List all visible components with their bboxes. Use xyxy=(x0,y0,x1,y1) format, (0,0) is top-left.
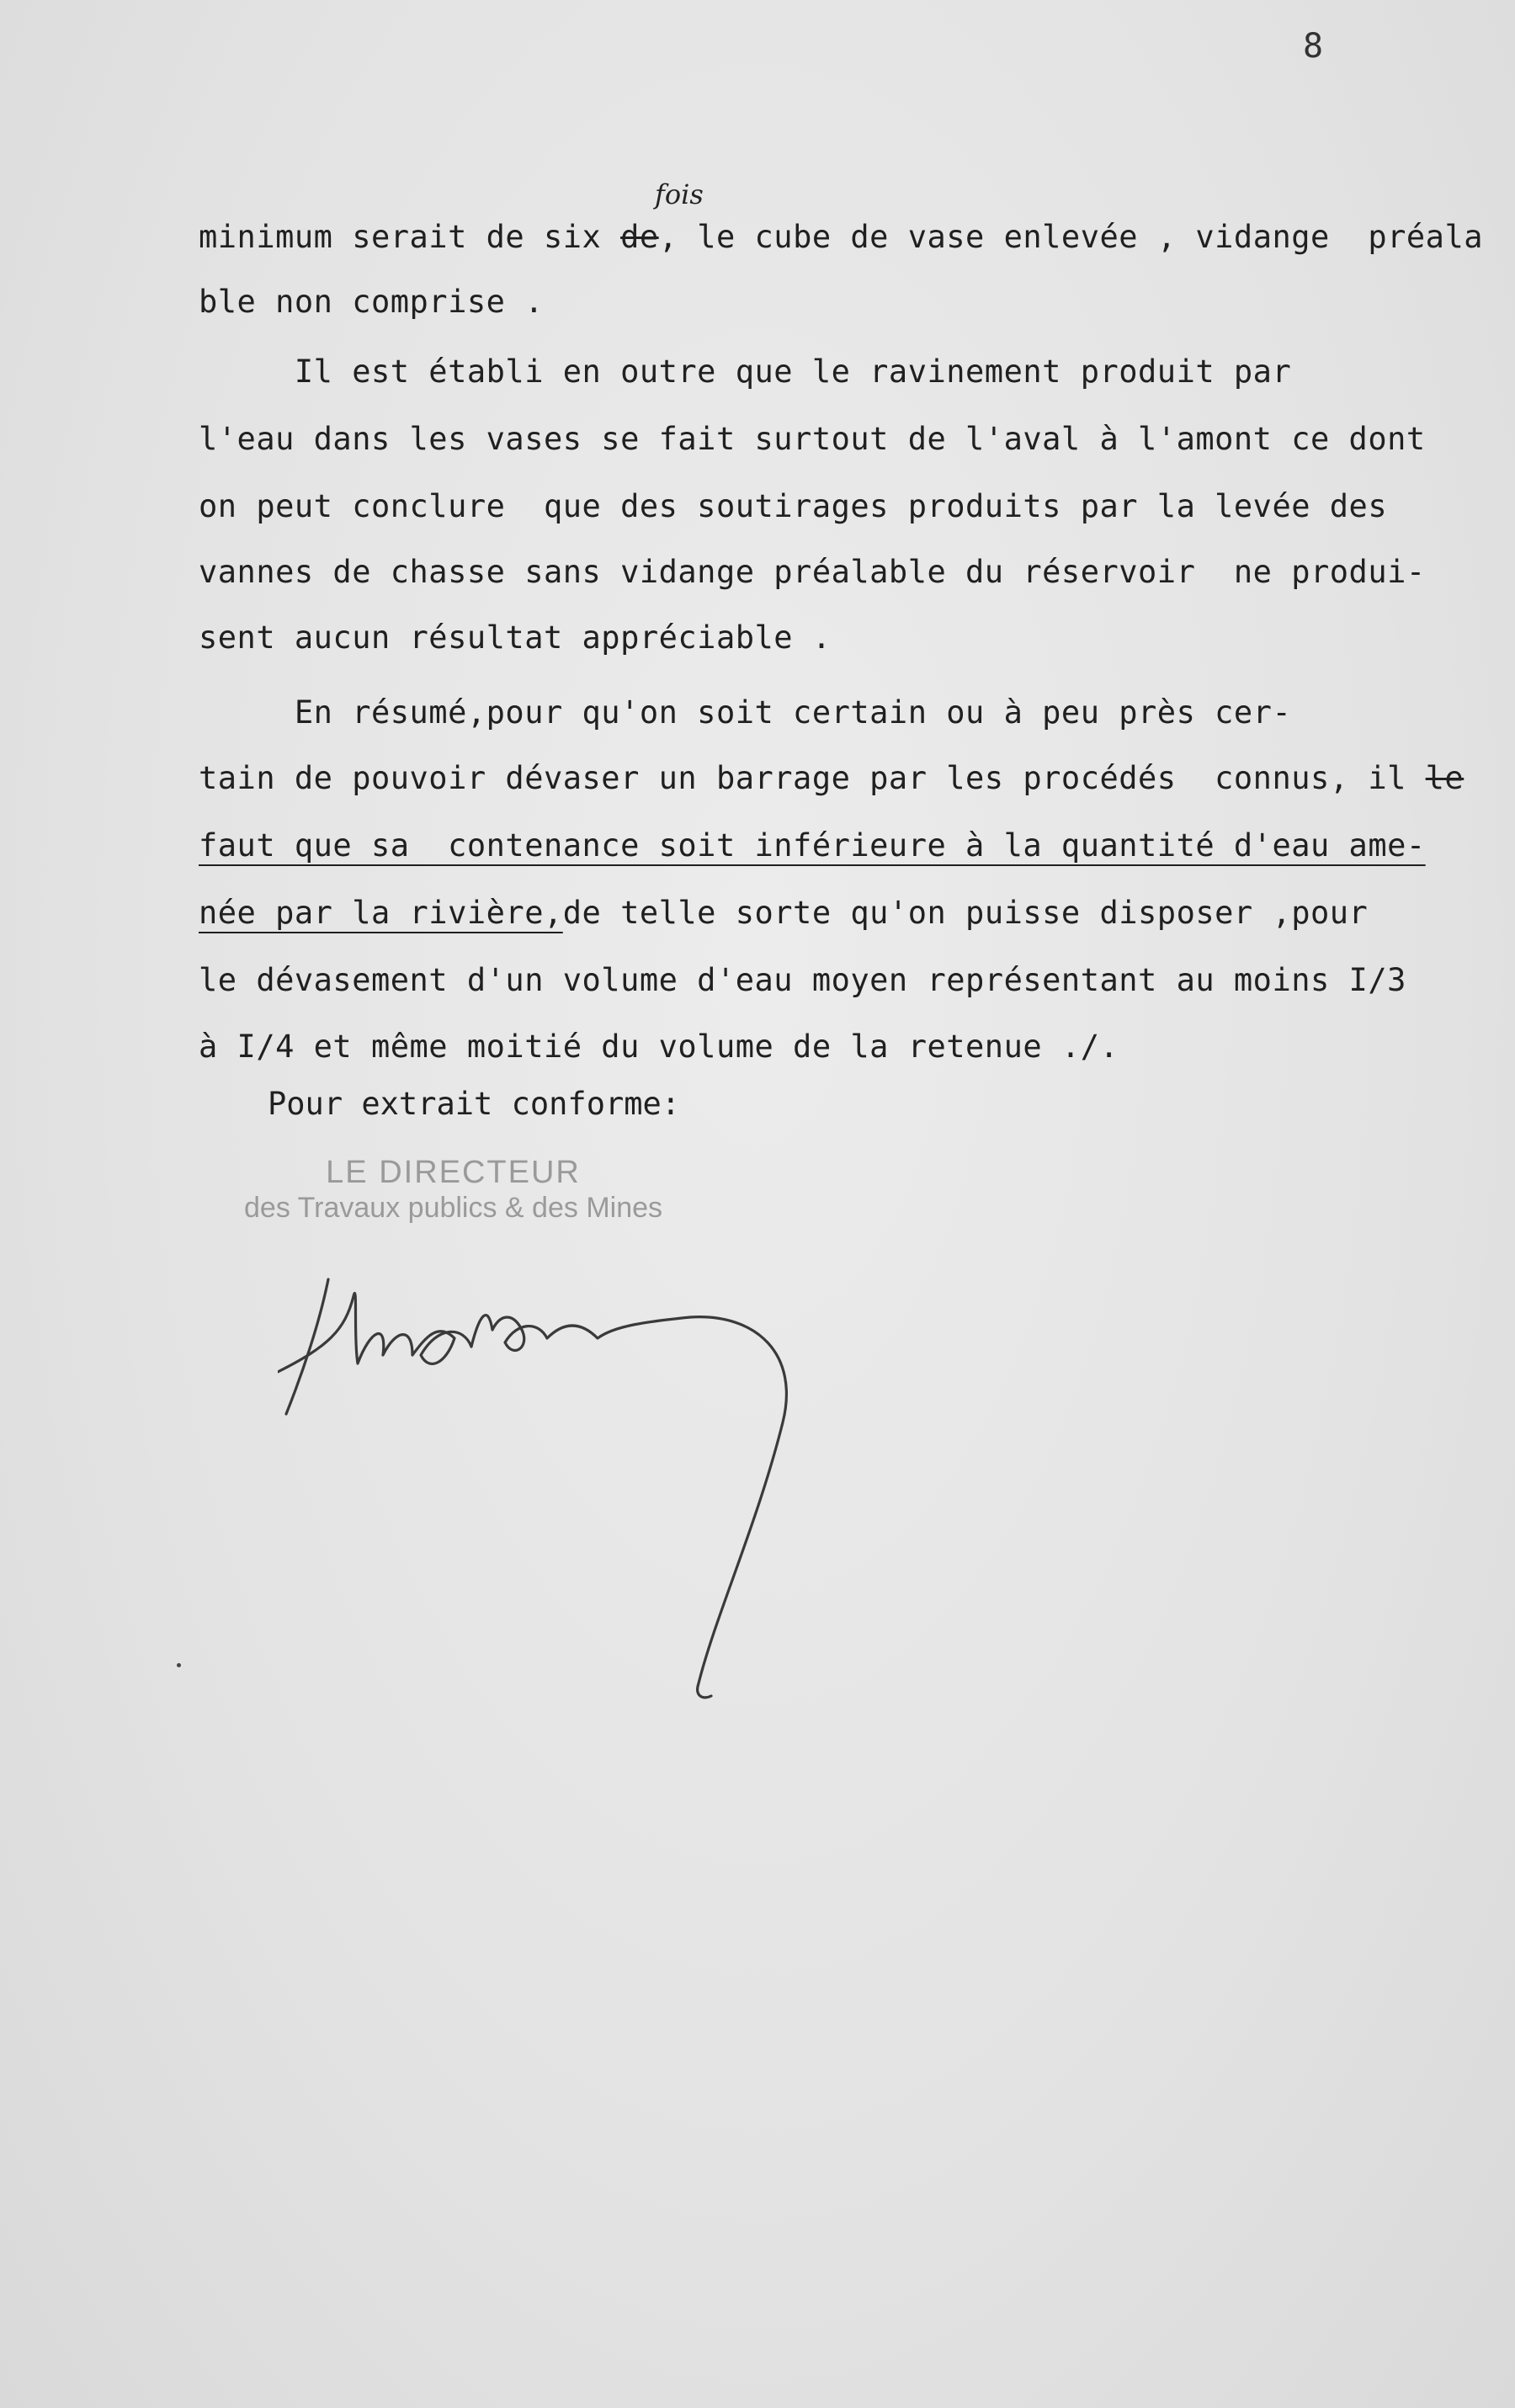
text-segment: l'eau dans les vases se fait surtout de l'aval à l'amont ce dont xyxy=(199,421,1426,457)
text-segment: à I/4 et même moitié du volume de la retenue ./. xyxy=(199,1029,1119,1065)
stamp-line-2: des Travaux publics & des Mines xyxy=(244,1192,663,1224)
text-segment: ble non comprise . xyxy=(199,284,544,320)
text-line-11 xyxy=(199,895,1368,932)
director-stamp xyxy=(244,1155,662,1225)
page-number: 8 xyxy=(1303,27,1324,66)
text-segment: En résumé,pour qu'on soit certain ou à peu près cer- xyxy=(199,694,1292,731)
text-segment: sent aucun résultat appréciable . xyxy=(199,619,832,656)
text-line-4 xyxy=(199,421,1426,458)
text-line-10 xyxy=(199,827,1426,864)
text-line-5 xyxy=(199,488,1387,525)
text-segment: de telle sorte qu'on puisse disposer ,pour xyxy=(562,895,1369,931)
text-line-13 xyxy=(199,1029,1119,1066)
text-segment: tain de pouvoir dévaser un barrage par les procédés connus, il xyxy=(199,760,1426,796)
text-line-8 xyxy=(199,694,1291,731)
text-segment: le dévasement d'un volume d'eau moyen représentant au moins I/3 xyxy=(199,962,1406,998)
text-segment: Il est établi en outre que le ravinement produit par xyxy=(199,353,1292,390)
text-segment: née par la rivière, xyxy=(199,895,563,931)
handwritten-signature xyxy=(278,1246,850,1700)
text-segment: , le cube de vase enlevée , vidange préala xyxy=(658,219,1484,255)
text-segment: de xyxy=(620,219,659,255)
stamp-line-1: LE DIRECTEUR xyxy=(326,1155,581,1190)
text-line-9 xyxy=(199,760,1464,797)
ink-speck xyxy=(177,1663,181,1667)
closing-formula: Pour extrait conforme: xyxy=(268,1086,681,1122)
text-segment: minimum serait de six xyxy=(199,219,621,255)
text-line-12 xyxy=(199,962,1406,999)
handwritten-insertion: fois xyxy=(655,178,704,210)
text-segment: vannes de chasse sans vidange préalable du réservoir ne produi- xyxy=(199,554,1426,590)
text-line-6 xyxy=(199,554,1426,591)
text-segment: le xyxy=(1425,760,1464,796)
text-line-1 xyxy=(199,219,1483,256)
text-line-2 xyxy=(199,284,544,321)
text-line-3 xyxy=(199,353,1291,391)
text-segment: faut que sa contenance soit inférieure à la quantité d'eau ame- xyxy=(199,827,1426,864)
text-line-7 xyxy=(199,619,832,656)
text-segment: on peut conclure que des soutirages produits par la levée des xyxy=(199,488,1388,524)
